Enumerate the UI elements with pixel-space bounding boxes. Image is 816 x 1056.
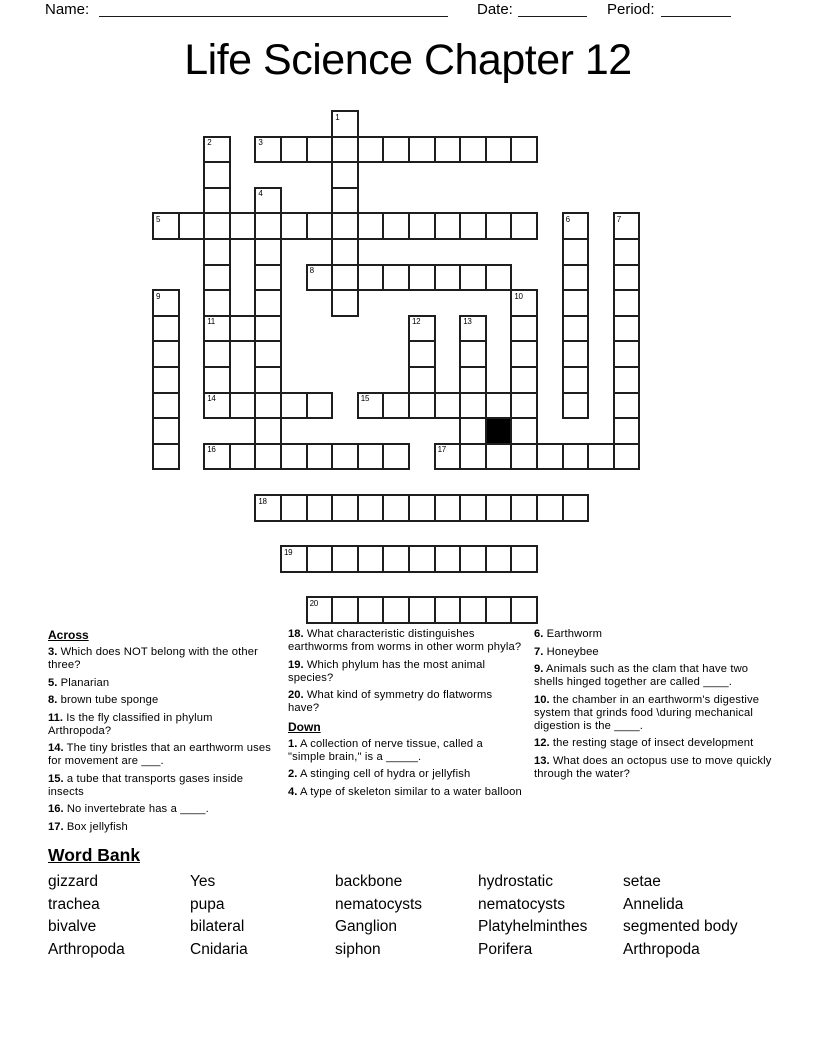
grid-cell [510,494,538,522]
grid-cell [459,315,487,343]
grid-cell [203,366,231,394]
clue-number: 4. [288,785,298,798]
grid-cell [203,187,231,215]
cell-number: 20 [309,598,318,608]
grid-cell [434,136,462,164]
word-bank-word: gizzard [48,873,98,890]
grid-cell [254,136,282,164]
grid-cell [254,417,282,445]
grid-cell [229,443,257,471]
grid-cell [152,289,180,317]
across-clue-list-continued [288,628,522,715]
clue-text: Animals such as the clam that have two shells hinged together are called ____. [534,663,749,688]
cell-number: 8 [309,266,314,276]
word-bank-word: nematocysts [335,895,423,913]
grid-cell [306,264,334,292]
grid-cell [408,264,436,292]
grid-cell [562,264,590,292]
clue-text: Is the fly classified in phylum Arthropoda? [48,711,213,737]
clue-number: 19. [288,658,304,671]
word-bank-word: bilateral [190,918,245,936]
clue-across-5 [48,677,275,690]
clue-number: 16. [48,803,64,815]
grid-cell [152,315,180,343]
grid-cell [408,596,436,624]
word-bank-word: Arthropoda [623,940,700,958]
word-bank-word: setae [623,873,661,890]
grid-cell [613,443,641,471]
grid-cell [152,340,180,368]
grid-cell [331,545,359,573]
grid-cell [434,264,462,292]
clue-text: What characteristic distinguishes earthworms from worms in other worm phyla? [288,628,522,653]
grid-cell [331,289,359,317]
down-clue-list [288,738,522,799]
grid-cell [485,212,513,240]
grid-cell [613,417,641,445]
grid-cell [203,340,231,368]
grid-cell [408,545,436,573]
grid-cell [510,289,538,317]
word-bank-word: Platyhelminthes [478,918,588,936]
clue-number: 15. [48,772,64,785]
clue-number: 5. [48,676,58,689]
grid-cell [434,392,462,420]
date-label: Date: [477,1,513,18]
grid-cell [331,494,359,522]
word-bank-word: nematocysts [478,895,566,913]
clue-number: 3. [48,646,58,658]
grid-cell [459,494,487,522]
grid-cell [280,443,308,471]
grid-cell-black [485,417,513,445]
grid-cell [562,494,590,522]
grid-cell [613,289,641,317]
cell-number: 1 [335,112,340,122]
grid-cell [536,494,564,522]
cell-number: 7 [616,214,621,224]
clue-text: A type of skeleton similar to a water balloon [297,785,522,798]
clue-down-12 [534,737,774,750]
clue-across-17 [48,821,275,834]
grid-cell [382,212,410,240]
grid-cell [613,366,641,394]
clue-across-14 [48,742,275,768]
grid-cell [152,443,180,471]
clue-down-10 [534,694,774,733]
clue-column-2 [288,628,522,803]
grid-cell [357,545,385,573]
grid-cell [280,494,308,522]
word-bank-word: Yes [190,873,216,890]
name-label: Name: [45,1,90,18]
grid-cell [254,366,282,394]
grid-cell [152,392,180,420]
grid-cell [562,366,590,394]
grid-cell [510,443,538,471]
clue-across-18 [288,628,522,654]
grid-cell [510,136,538,164]
clue-number: 11. [48,711,63,724]
word-bank-word: Cnidaria [190,940,248,958]
clue-text: What kind of symmetry do flatworms have? [288,689,493,714]
grid-cell [459,366,487,394]
grid-cell [485,596,513,624]
clue-text: the resting stage of insect development [549,737,754,749]
grid-cell [562,315,590,343]
clue-text: Honeybee [543,645,599,658]
grid-cell [306,494,334,522]
cell-number: 14 [207,394,216,404]
grid-cell [485,443,513,471]
grid-cell [408,315,436,343]
grid-cell [306,392,334,420]
grid-cell [562,392,590,420]
grid-cell [152,212,180,240]
word-bank-word: Ganglion [335,918,398,936]
grid-cell [459,443,487,471]
clue-text: A stinging cell of hydra or jellyfish [297,768,471,780]
grid-cell [229,315,257,343]
clue-number: 12. [534,737,550,749]
cell-number: 16 [207,445,216,455]
clue-down-6 [534,628,774,641]
clue-text: The tiny bristles that an earthworm uses for movement are ___. [48,742,271,767]
clue-column-3 [534,628,774,785]
clue-down-7 [534,646,774,659]
clue-number: 20. [288,689,304,701]
grid-cell [408,136,436,164]
cell-number: 18 [258,496,267,506]
grid-cell [510,596,538,624]
grid-cell [459,545,487,573]
grid-cell [613,264,641,292]
down-clue-list-continued [534,628,774,781]
grid-cell [382,392,410,420]
clue-text: Which does NOT belong with the other three? [48,646,258,671]
clue-number: 18. [288,628,304,640]
grid-cell [434,545,462,573]
grid-cell [613,238,641,266]
clue-down-2 [288,768,522,781]
grid-cell [613,315,641,343]
grid-cell [254,494,282,522]
cell-number: 3 [258,138,263,148]
cell-number: 19 [284,547,293,557]
word-bank-word: trachea [48,895,100,913]
grid-cell [587,443,615,471]
cell-number: 15 [360,394,370,404]
clue-number: 6. [534,628,544,640]
grid-cell [434,212,462,240]
word-bank-word: Annelida [623,895,684,913]
word-bank-word: hydrostatic [478,873,553,890]
word-bank-heading: Word Bank [48,845,141,865]
word-bank-word: siphon [335,940,381,958]
grid-cell [459,596,487,624]
grid-cell [280,136,308,164]
grid-cell [254,289,282,317]
clue-number: 17. [48,820,64,833]
grid-cell [382,136,410,164]
cell-number: 17 [437,445,446,455]
grid-cell [203,392,231,420]
grid-cell [434,494,462,522]
word-bank [48,845,774,961]
grid-cell [280,545,308,573]
clue-across-8 [48,694,275,707]
clue-across-15 [48,773,275,799]
grid-cell [357,443,385,471]
grid-cell [357,264,385,292]
grid-cell [331,110,359,138]
grid-cell [152,417,180,445]
clue-down-13 [534,755,774,781]
cell-number: 4 [258,189,263,199]
clue-across-19 [288,659,522,685]
grid-cell [331,161,359,189]
clue-text: Box jellyfish [63,820,128,833]
clue-text: Which phylum has the most animal species? [288,658,486,684]
cell-number: 2 [207,138,212,148]
clue-number: 7. [534,645,544,658]
grid-cell [306,545,334,573]
cell-number: 11 [207,317,215,327]
grid-cell [408,366,436,394]
grid-cell [331,187,359,215]
clue-number: 2. [288,768,298,780]
across-clue-list [48,646,275,834]
clue-number: 9. [534,663,544,675]
grid-cell [434,596,462,624]
grid-cell [254,212,282,240]
grid-cell [306,136,334,164]
grid-cell [382,596,410,624]
clue-text: brown tube sponge [57,694,159,706]
grid-cell [203,443,231,471]
grid-cell [510,340,538,368]
cell-number: 13 [463,317,472,327]
grid-cell [459,264,487,292]
clue-text: No invertebrate has a ____. [63,803,209,815]
word-bank-word: bivalve [48,918,97,936]
grid-cell [331,136,359,164]
grid-cell [254,187,282,215]
grid-cell [229,392,257,420]
grid-cell [562,443,590,471]
grid-cell [510,417,538,445]
grid-cell [331,443,359,471]
across-heading: Across [48,628,89,642]
grid-cell [562,340,590,368]
grid-cell [510,315,538,343]
grid-cell [408,494,436,522]
crossword-grid [152,110,644,626]
grid-cell [254,238,282,266]
grid-cell [510,392,538,420]
clue-text: Earthworm [543,628,603,640]
grid-cell [254,443,282,471]
grid-cell [459,417,487,445]
grid-cell [331,596,359,624]
grid-cell [562,238,590,266]
word-bank-word: segmented body [623,918,738,936]
grid-cell [485,136,513,164]
grid-cell [254,392,282,420]
grid-cell [382,264,410,292]
grid-cell [510,212,538,240]
grid-cell [280,392,308,420]
grid-cell [459,136,487,164]
grid-cell [357,136,385,164]
grid-cell [306,212,334,240]
clue-number: 8. [48,694,58,706]
clue-across-16 [48,803,275,816]
grid-cell [485,392,513,420]
grid-cell [203,136,231,164]
clue-number: 10. [534,693,550,706]
cell-number: 10 [514,291,523,301]
grid-cell [459,392,487,420]
clue-down-1 [288,738,522,764]
clue-down-4 [288,786,522,799]
grid-cell [459,212,487,240]
grid-cell [280,212,308,240]
grid-cell [152,366,180,394]
clue-text: a tube that transports gases inside insects [48,772,244,798]
grid-cell [485,264,513,292]
grid-cell [613,392,641,420]
grid-cell [357,212,385,240]
grid-cell [254,315,282,343]
grid-cell [434,443,462,471]
clue-text: What does an octopus use to move quickly through the water? [534,754,772,780]
grid-cell [408,392,436,420]
cell-number: 5 [156,214,161,224]
word-bank-word: Arthropoda [48,940,125,958]
clue-across-11 [48,712,275,738]
grid-cell [203,289,231,317]
grid-cell [254,340,282,368]
grid-cell [613,212,641,240]
cell-number: 12 [412,317,421,327]
grid-cell [254,264,282,292]
grid-cell [331,212,359,240]
clue-number: 13. [534,754,550,767]
grid-cell [331,264,359,292]
grid-cell [306,596,334,624]
grid-cell [382,443,410,471]
clue-column-1 [48,628,275,838]
word-bank-word: pupa [190,895,225,913]
clue-number: 14. [48,742,64,754]
period-blank-line [661,0,731,17]
grid-cell [408,340,436,368]
clue-down-9 [534,663,774,689]
grid-cell [459,340,487,368]
grid-cell [382,545,410,573]
grid-cell [331,238,359,266]
grid-cell [510,366,538,394]
word-bank-grid [48,871,774,961]
grid-cell [203,238,231,266]
period-label: Period: [607,1,655,18]
grid-cell [485,494,513,522]
clue-across-3 [48,646,275,672]
grid-cell [229,212,257,240]
grid-cell [357,596,385,624]
name-blank-line [99,0,448,17]
clue-text: Planarian [57,676,110,689]
cell-number: 6 [565,214,570,224]
date-blank-line [518,0,587,17]
page-title: Life Science Chapter 12 [184,36,632,84]
grid-cell [562,212,590,240]
clue-text: the chamber in an earthworm's digestive system that grinds food \during mechanical digestion is the ____. [534,693,760,732]
clue-text: A collection of nerve tissue, called a "simple brain," is a _____. [288,737,483,763]
grid-cell [382,494,410,522]
grid-cell [562,289,590,317]
cell-number: 9 [156,291,161,301]
clue-number: 1. [288,737,298,750]
grid-cell [203,212,231,240]
grid-cell [613,340,641,368]
word-bank-word: backbone [335,873,403,890]
clue-across-20 [288,689,522,715]
grid-cell [306,443,334,471]
grid-cell [203,315,231,343]
grid-cell [357,494,385,522]
word-bank-word: Porifera [478,940,533,958]
grid-cell [203,264,231,292]
grid-cell [485,545,513,573]
grid-cell [510,545,538,573]
grid-cell [203,161,231,189]
grid-cell [536,443,564,471]
grid-cell [408,212,436,240]
grid-cell [357,392,385,420]
grid-cell [178,212,206,240]
down-heading: Down [288,719,321,734]
